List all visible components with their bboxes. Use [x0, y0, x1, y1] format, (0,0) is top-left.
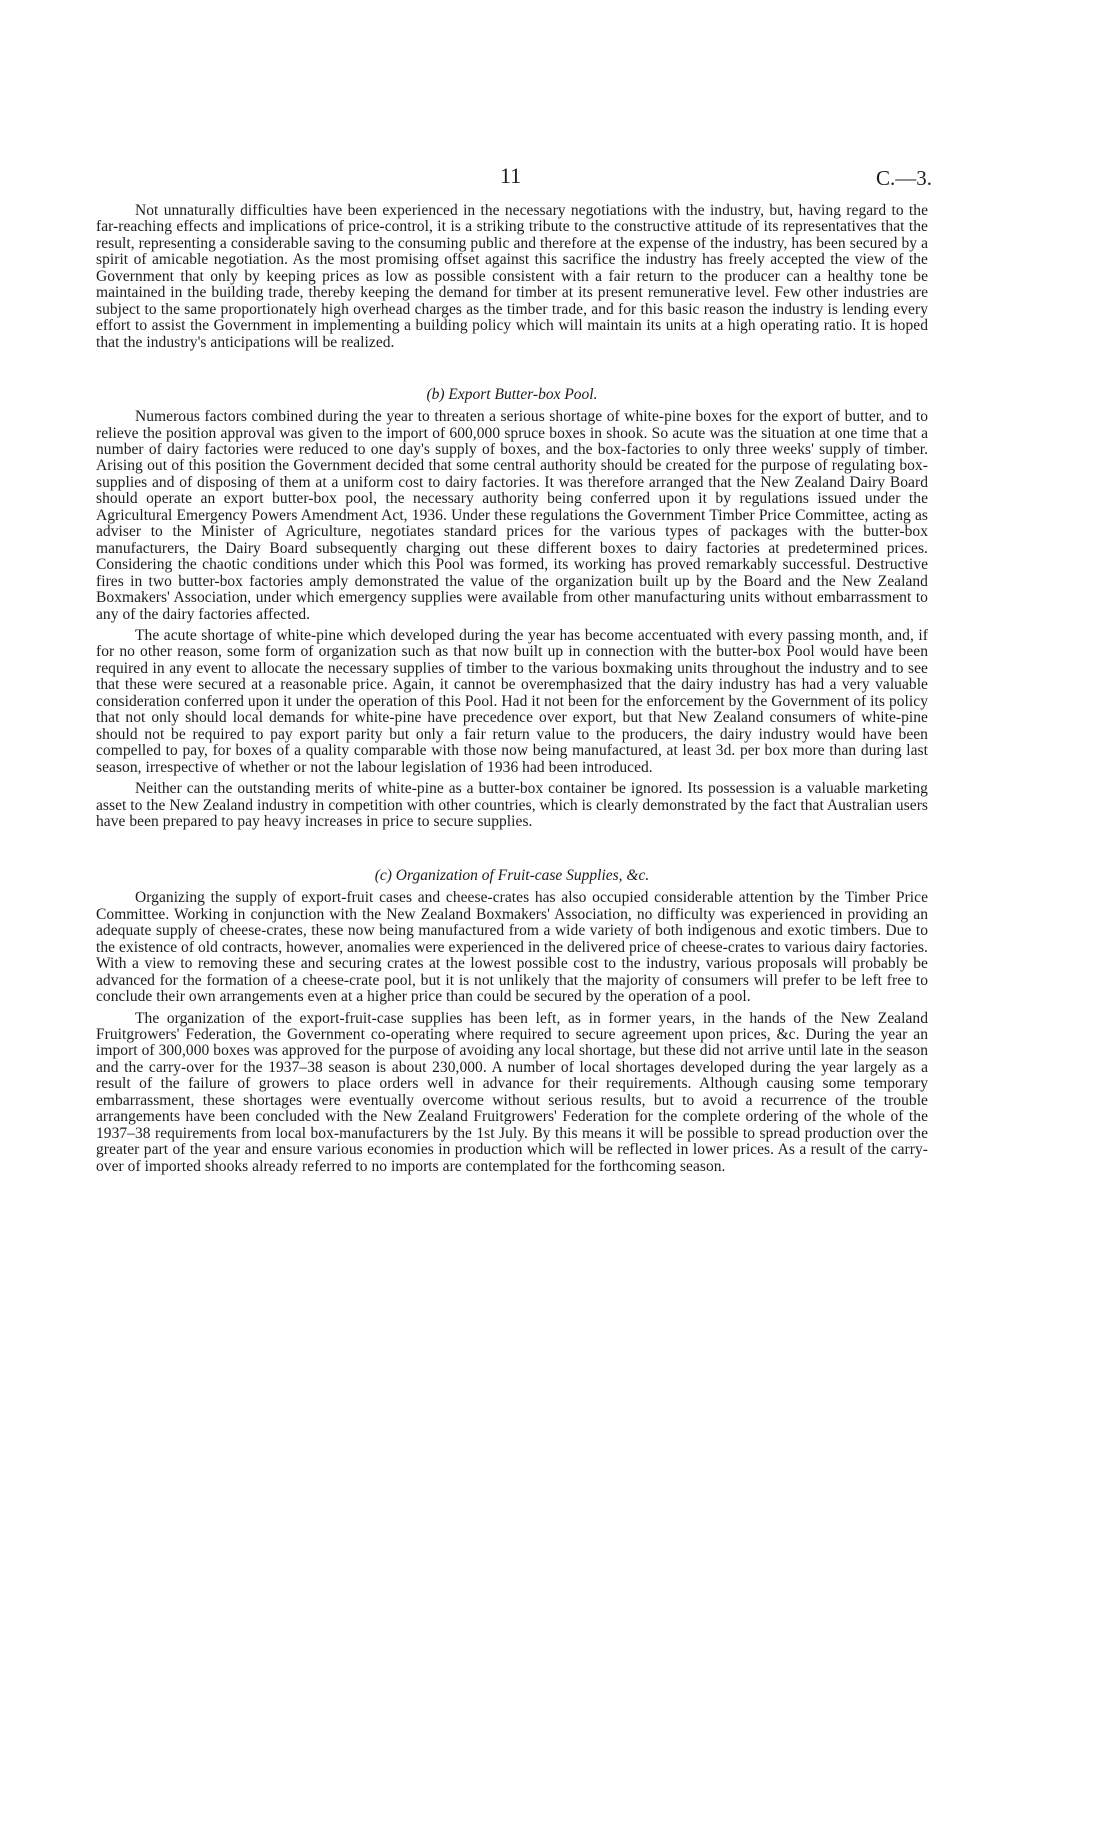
section-b-heading: (b) Export Butter-box Pool. [426, 386, 598, 404]
document-code: C.—3. [876, 166, 933, 190]
section-b-paragraph-3: Neither can the outstanding merits of white-pine as a butter-box container be ignored. Its possession is a valuable marketing asset to the New Zealand industry in competition with other countries, which is clearly demonstrated by the fact that Australian users have been prepared to pay heavy increases in price to secure supplies. [96, 780, 928, 830]
section-c-heading: (c) Organization of Fruit-case Supplies, &c. [374, 867, 650, 885]
page-body [96, 203, 928, 1175]
intro-paragraph: Not unnaturally difficulties have been experienced in the necessary negotiations with the industry, but, having regard to the far-reaching effects and implications of price-control, it is a striking tribute to the constructive attitude of its representatives that the result, representing a considerable saving to the consuming public and therefore at the expense of the industry, has been secured by a spirit of amicable negotiation. As the most promising offset against this sacrifice the industry has freely accepted the view of the Government that only by keeping prices as low as possible consistent with a fair return to the producer can a healthy tone be maintained in the building trade, thereby keeping the demand for timber at its present remunerative level. Few other industries are subject to the same proportionately high overhead charges as the timber trade, and for this basic reason the industry is lending every effort to assist the Government in implementing a building policy which will maintain its units at a high operating ratio. It is hoped that the industry's anticipations will be realized. [96, 202, 928, 351]
section-b-paragraph-1: Numerous factors combined during the year to threaten a serious shortage of white-pine boxes for the export of butter, and to relieve the position approval was given to the import of 600,000 spruce boxes in shook. So acute was the situation at one time that a number of dairy factories were reduced to one day's supply of boxes, and the box-factories to only three weeks' supply of timber. Arising out of this position the Government decided that some central authority should be created for the purpose of regulating box-supplies and of disposing of them at a uniform cost to dairy factories. It was therefore arranged that the New Zealand Dairy Board should operate an export butter-box pool, the necessary authority being conferred upon it by regulations issued under the Agricultural Emergency Powers Amendment Act, 1936. Under these regulations the Government Timber Price Committee, acting as adviser to the Minister of Agriculture, negotiates standard prices for the various types of packages with the butter-box manufacturers, the Dairy Board subsequently charging out these different boxes to dairy factories at predetermined prices. Considering the chaotic conditions under which this Pool was formed, its working has proved remarkably successful. Destructive fires in two butter-box factories amply demonstrated the value of the organization built up by the Board and the New Zealand Boxmakers' Association, under which emergency supplies were available from other manufacturing units without embarrassment to any of the dairy factories affected. [96, 408, 928, 623]
section-c-paragraph-2: The organization of the export-fruit-case supplies has been left, as in former years, in the hands of the New Zealand Fruitgrowers' Federation, the Government co-operating where required to secure agreement upon prices, &c. During the year an import of 300,000 boxes was approved for the purpose of avoiding any local shortage, but these did not arrive until late in the season and the carry-over for the 1937–38 season is about 230,000. A number of local shortages developed during the year largely as a result of the failure of growers to place orders well in advance for their requirements. Although causing some temporary embarrassment, these shortages were eventually overcome without serious results, but to avoid a recurrence of the trouble arrangements have been concluded with the New Zealand Fruitgrowers' Federation for the complete ordering of the whole of the 1937–38 requirements from local box-manufacturers by the 1st July. By this means it will be possible to spread production over the greater part of the year and ensure various economies in production which will be reflected in lower prices. As a result of the carry-over of imported shooks already referred to no imports are contemplated for the forthcoming season. [96, 1009, 928, 1175]
section-c-paragraph-1: Organizing the supply of export-fruit cases and cheese-crates has also occupied considerable attention by the Timber Price Committee. Working in conjunction with the New Zealand Boxmakers' Association, no difficulty was experienced in providing an adequate supply of cheese-crates, these now being manufactured from a wide variety of both indigenous and exotic timbers. Due to the existence of old contracts, however, anomalies were experienced in the delivered price of cheese-crates to various dairy factories. With a view to removing these and securing crates at the lowest possible cost to the industry, various proposals will probably be advanced for the formation of a cheese-crate pool, but it is not unlikely that the majority of consumers will prefer to be left free to conclude their own arrangements even at a higher price than could be secured by the operation of a pool. [96, 889, 928, 1006]
page-number: 11 [500, 163, 522, 188]
section-b-paragraph-2: The acute shortage of white-pine which developed during the year has become accentuated with every passing month, and, if for no other reason, some form of organization such as that now built up in connection with the butter-box Pool would have been required in any event to allocate the necessary supplies of timber to the various boxmaking units throughout the industry and to see that these were secured at a reasonable price. Again, it cannot be overemphasized that the dairy industry has had a very valuable consideration conferred upon it under the operation of this Pool. Had it not been for the enforcement by the Government of its policy that not only should local demands for white-pine have precedence over export, but that New Zealand consumers of white-pine should not be required to pay export parity but only a fair return value to the producers, the dairy industry would have been compelled to pay, for boxes of a quality comparable with those now being manufactured, at least 3d. per box more than during last season, irrespective of whether or not the labour legislation of 1936 had been introduced. [96, 626, 928, 776]
